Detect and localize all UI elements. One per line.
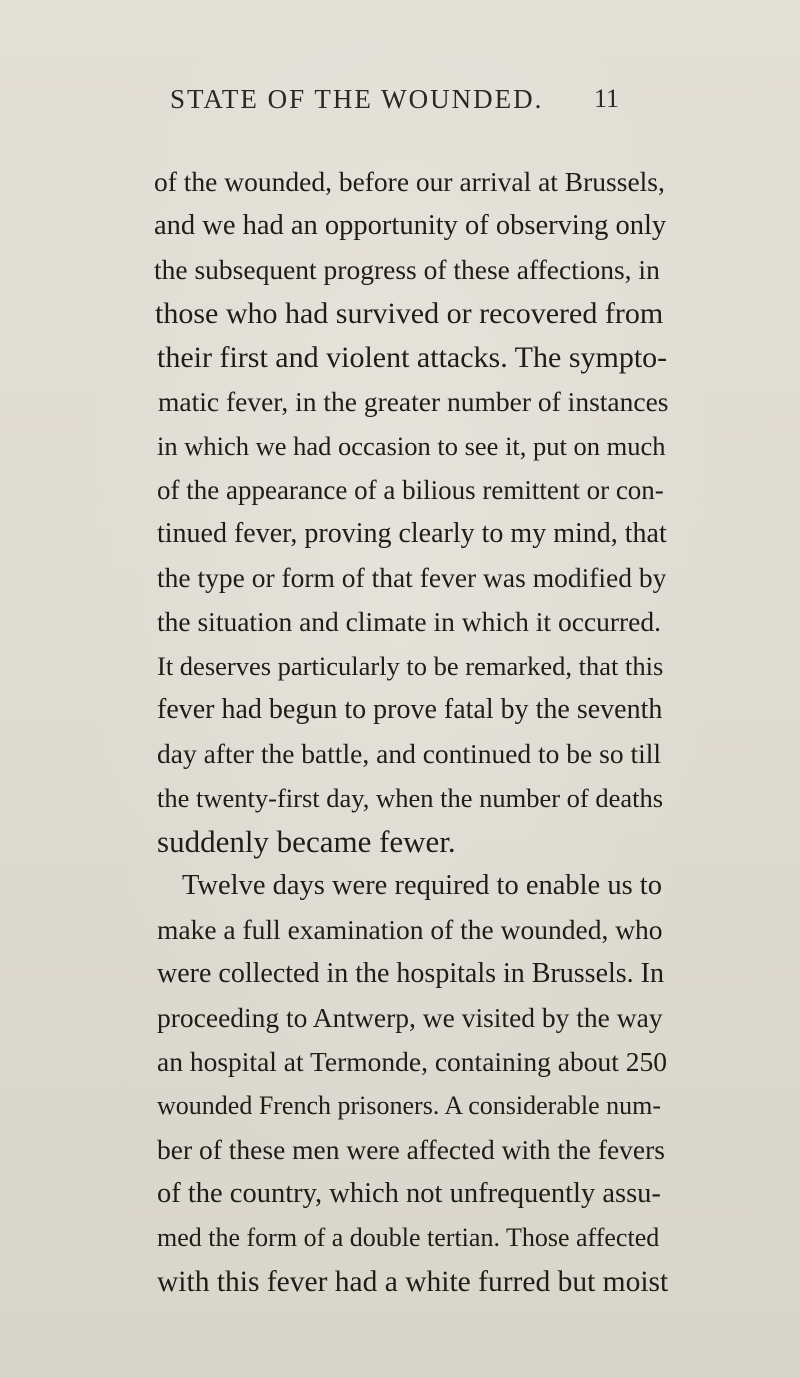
running-title: STATE OF THE WOUNDED. [170,84,544,114]
text-line: fever had begun to prove fatal by the seventh [157,694,663,725]
text-line: the type or form of that fever was modified by [157,562,667,593]
text-line: an hospital at Termonde, containing about 250 [157,1046,668,1077]
text-line: med the form of a double tertian. Those affected [157,1223,660,1252]
text-line: of the wounded, before our arrival at Brussels, [154,166,665,197]
text-line: were collected in the hospitals in Brussels. In [157,958,664,989]
text-line: their first and violent attacks. The sympto- [157,341,668,374]
text-line: matic fever, in the greater number of instances [158,386,669,417]
text-line: and we had an opportunity of observing only [154,210,667,241]
text-line: of the appearance of a bilious remittent or con- [157,475,664,505]
text-line: tinued fever, proving clearly to my mind, that [157,518,667,549]
text-line: in which we had occasion to see it, put on much [157,431,666,461]
text-line: It deserves particularly to be remarked, that this [157,651,664,681]
text-line: wounded French prisoners. A considerable num- [157,1091,662,1120]
text-line: ber of these men were affected with the fevers [157,1134,665,1165]
text-line: suddenly became fewer. [157,824,456,859]
text-line: the twenty-first day, when the number of deaths [157,783,664,813]
text-line: the situation and climate in which it occurred. [157,606,662,637]
page-number: 11 [594,84,620,113]
text-line: proceeding to Antwerp, we visited by the way [157,1002,663,1033]
text-line: Twelve days were required to enable us to [182,870,662,901]
text-line: make a full examination of the wounded, who [157,914,663,945]
text-line: those who had survived or recovered from [155,297,664,330]
text-line: of the country, which not unfrequently assu- [157,1178,661,1209]
text-line: day after the battle, and continued to be so till [157,738,662,769]
text-line: with this fever had a white furred but moist [157,1266,669,1298]
text-line: the subsequent progress of these affections, in [154,254,660,285]
